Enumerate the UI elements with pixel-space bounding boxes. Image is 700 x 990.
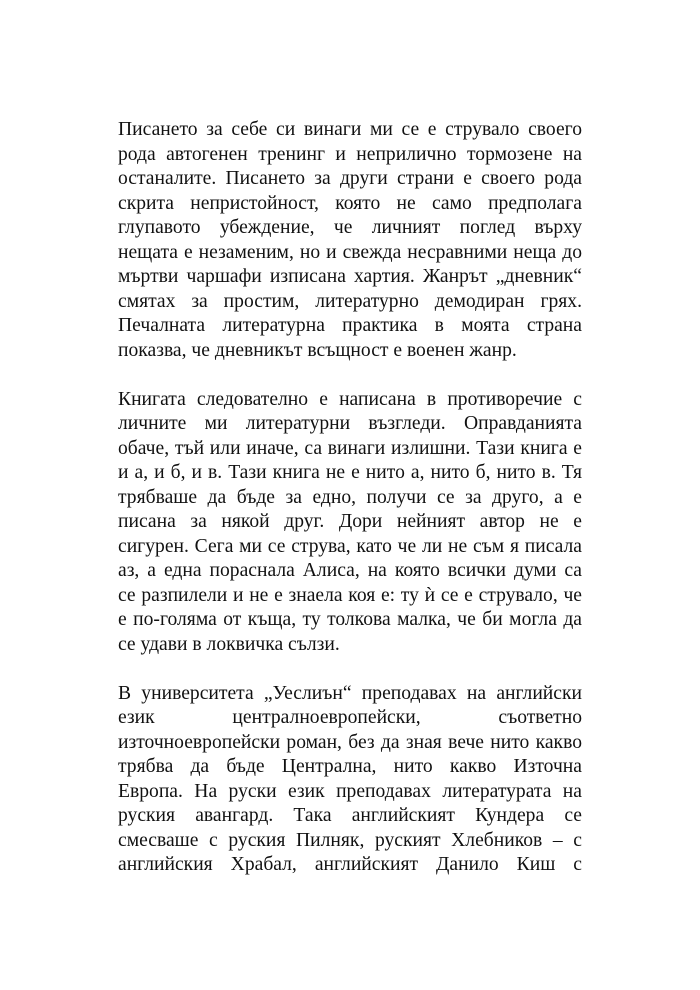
text-line: Европа. На руски език преподавах литературата на	[118, 780, 582, 802]
text-line: писана за някой друг. Дори нейният автор не е	[118, 511, 582, 532]
text-line: личните ми литературни възгледи. Оправданията	[118, 413, 582, 434]
paragraph-3	[118, 682, 582, 878]
text-line: глупавото убеждение, че личният поглед върху	[118, 217, 582, 238]
text-line: мъртви чаршафи изписана хартия. Жанрът „дневник“	[118, 266, 582, 287]
text-line: се разпилели и не е знаела коя е: ту ѝ се е струвало, че	[118, 584, 582, 606]
text-line: нещата е незаменим, но и свежда несравними неща до	[118, 241, 582, 263]
text-line: показва, че дневникът всъщност е военен жанр.	[118, 339, 517, 361]
body-text	[118, 118, 582, 902]
text-line: се удави в локвичка сълзи.	[118, 633, 340, 655]
paragraph-1	[118, 118, 582, 363]
text-line: останалите. Писането за други страни е своего рода	[118, 168, 582, 189]
text-line: трябваше да бъде за едно, получи се за друго, а е	[118, 486, 582, 508]
text-line: смятах за простим, литературно демодиран грях.	[118, 290, 582, 312]
text-line: език централноевропейски, съответно	[118, 707, 582, 728]
text-line: В университета „Уеслиън“ преподавах на английски	[118, 682, 582, 704]
text-line: рода автогенен тренинг и неприлично тормозене на	[118, 143, 582, 165]
text-line: и а, и б, и в. Тази книга не е нито а, нито б, нито в. Тя	[118, 462, 582, 483]
text-line: смесваше с руския Пилняк, руският Хлебников – с	[118, 829, 582, 851]
text-line: е по-голяма от къща, ту толкова малка, че би могла да	[118, 609, 582, 630]
paragraph-2	[118, 388, 582, 658]
text-line: аз, а една пораснала Алиса, на която всички думи са	[118, 560, 582, 581]
text-line: Писането за себе си винаги ми се е струвало своего	[118, 119, 582, 140]
text-line: руския авангард. Така английският Кундера се	[118, 805, 582, 826]
text-line: източноевропейски роман, без да зная вече нито какво	[118, 731, 582, 753]
text-line: скрита непристойност, която не само предполага	[118, 192, 582, 214]
text-line: английския Храбал, английският Данило Киш с	[118, 854, 582, 875]
text-line: обаче, тъй или иначе, са винаги излишни. Тази книга е	[118, 437, 582, 459]
text-line: Печалната литературна практика в моята страна	[118, 315, 582, 336]
text-line: сигурен. Сега ми се струва, като че ли не съм я писала	[118, 535, 582, 557]
text-line: Книгата следователно е написана в противоречие с	[118, 388, 582, 410]
text-line: трябва да бъде Централна, нито какво Източна	[118, 756, 582, 777]
